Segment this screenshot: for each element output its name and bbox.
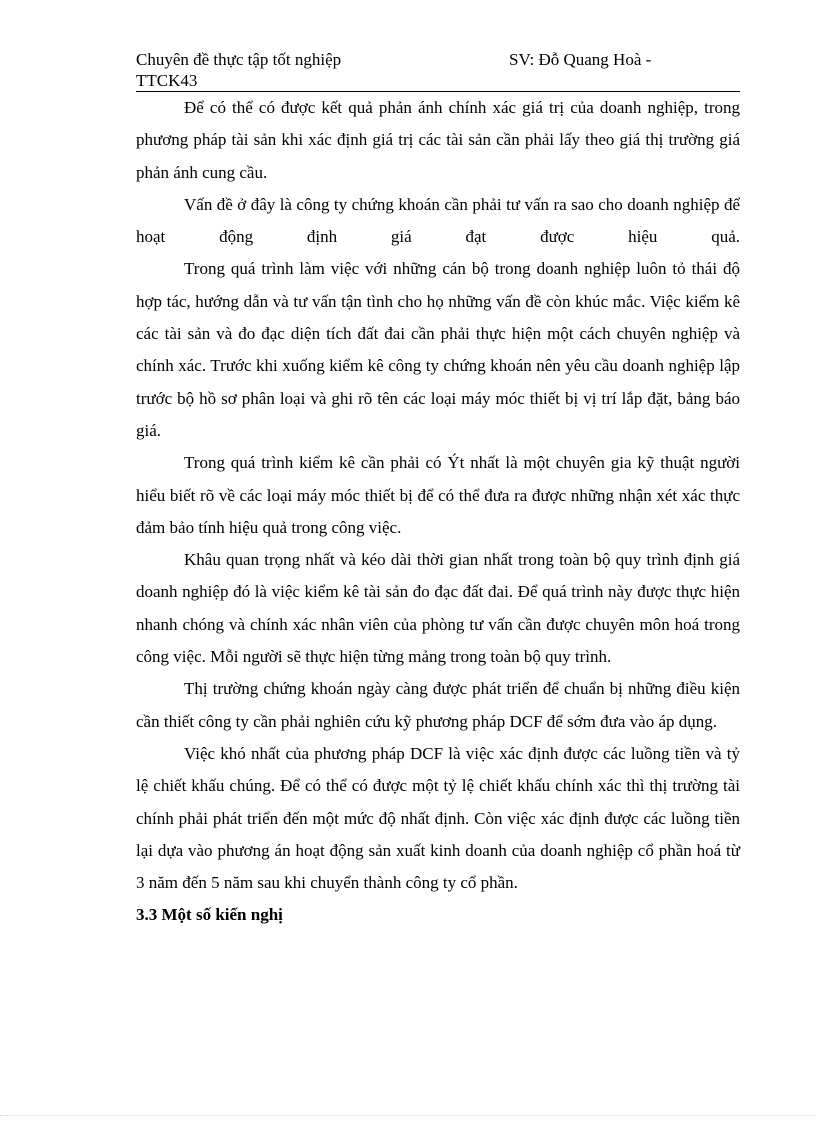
document-body <box>136 92 740 932</box>
paragraph-dcf-difficulty: Việc khó nhất của phương pháp DCF là việc xác định được các luồng tiền và tỷ lệ chiết khấu chúng. Để có thể có được một tỷ lệ chiết khấu chính xác thì thị trường tài chính phải phát triển đến một mức độ nhất định. Còn việc xác định được các luồng tiền lại dựa vào phương án hoạt động sản xuất kinh doanh của doanh nghiệp cổ phần hoá từ 3 năm đến 5 năm sau khi chuyển thành công ty cổ phần. <box>136 743 740 893</box>
paragraph-working-process: Trong quá trình làm việc với những cán bộ trong doanh nghiệp luôn tỏ thái độ hợp tác, hướng dẫn và tư vấn tận tình cho họ những vấn đề còn khúc mắc. Việc kiểm kê các tài sản và đo đạc diện tích đất đai cần phải thực hiện một cách chuyên nghiệp và chính xác. Trước khi xuống kiểm kê công ty chứng khoán nên yêu cầu doanh nghiệp lập trước bộ hồ sơ phân loại và ghi rõ tên các loại máy móc thiết bị vị trí lắp đặt, bảng báo giá. <box>136 259 740 440</box>
paragraph-inventory-stage: Khâu quan trọng nhất và kéo dài thời gian nhất trong toàn bộ quy trình định giá doanh nghiệp đó là việc kiểm kê tài sản đo đạc đất đai. Để quá trình này được thực hiện nhanh chóng và chính xác nhân viên của phòng tư vấn cần được chuyên môn hoá trong công việc. Mỗi người sẽ thực hiện từng mảng trong toàn bộ quy trình. <box>136 550 740 667</box>
paragraph-technical-expert: Trong quá trình kiểm kê cần phải có Ýt nhất là một chuyên gia kỹ thuật người hiểu biết rõ về các loại máy móc thiết bị để có thể đưa ra được những nhận xét xác thực đảm bảo tính hiệu quả trong công việc. <box>136 453 740 537</box>
paragraph-advisory-issue: Vấn đề ở đây là công ty chứng khoán cần phải tư vấn ra sao cho doanh nghiệp để hoạt động định giá đạt được hiệu quả. <box>136 194 740 247</box>
header-title: Chuyên đề thực tập tốt nghiệp <box>136 50 342 69</box>
section-heading: 3.3 Một số kiến nghị <box>136 905 283 925</box>
header-class-code: TTCK43 <box>136 71 198 90</box>
paragraph-asset-valuation: Để có thể có được kết quả phản ánh chính xác giá trị của doanh nghiệp, trong phương pháp tài sản khi xác định giá trị các tài sản cần phải lấy theo giá thị trường giá phản ánh cung cầu. <box>136 98 740 182</box>
paragraph-dcf-preparation: Thị trường chứng khoán ngày càng được phát triển để chuẩn bị những điều kiện cần thiết công ty cần phải nghiên cứu kỹ phương pháp DCF để sớm đưa vào áp dụng. <box>136 679 740 731</box>
page-bottom-border <box>0 1115 816 1116</box>
header-author: SV: Đỗ Quang Hoà - <box>509 50 652 69</box>
